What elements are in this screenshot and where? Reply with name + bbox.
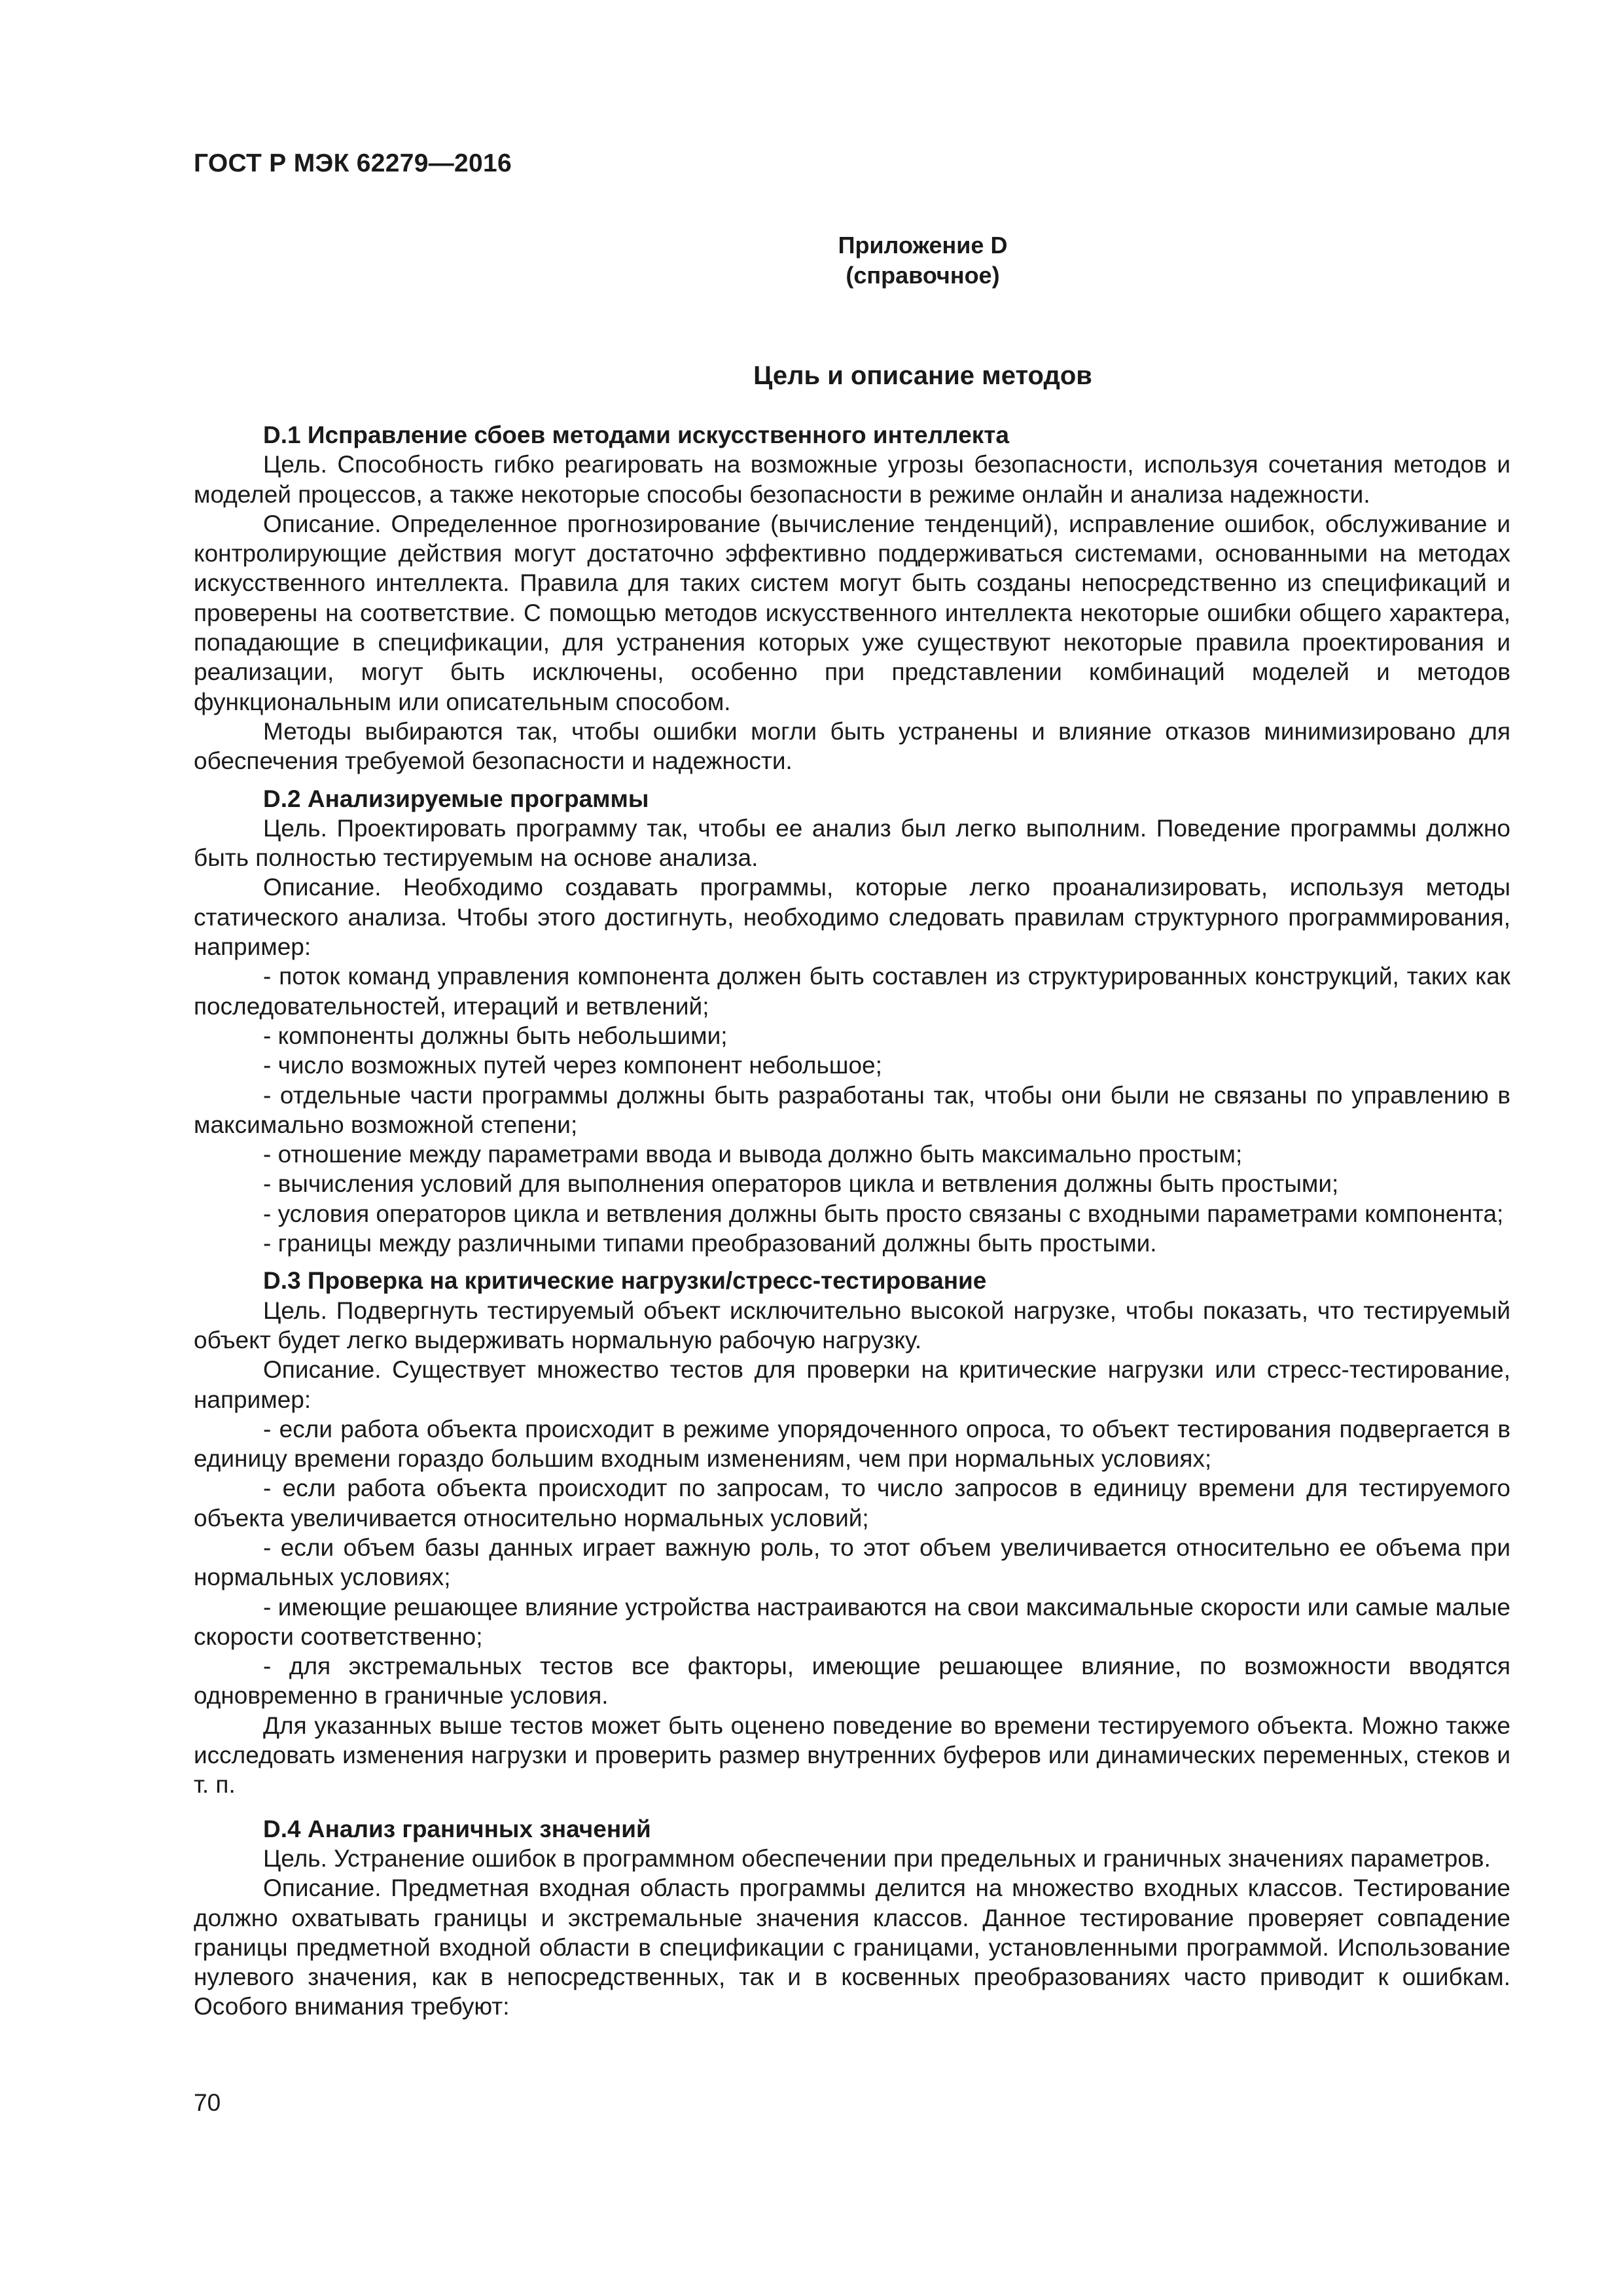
list-item: - условия операторов цикла и ветвления должны быть просто связаны с входными параметрами компонента;: [263, 1200, 1504, 1227]
section-d1-conclusion: Методы выбираются так, чтобы ошибки могли быть устранены и влияние отказов минимизировано для обеспечения требуемой безопасности и надежности.: [194, 717, 1510, 775]
section-d2-goal: Цель. Проектировать программу так, чтобы ее анализ был легко выполним. Поведение программы должно быть полностью тестируемым на основе анализа.: [194, 814, 1510, 872]
document-title: Цель и описание методов: [753, 361, 1092, 390]
list-item: - для экстремальных тестов все факторы, имеющие решающее влияние, по возможности вводятся одновременно в граничные условия.: [194, 1653, 1510, 1710]
section-d4-goal: Цель. Устранение ошибок в программном обеспечении при предельных и граничных значениях параметров.: [263, 1844, 1491, 1872]
list-item: - отношение между параметрами ввода и вывода должно быть максимально простым;: [263, 1141, 1243, 1168]
list-item: - поток команд управления компонента должен быть составлен из структурированных конструкций, таких как последовательностей, итераций и ветвлений;: [194, 963, 1510, 1020]
section-d2-heading: D.2 Анализируемые программы: [263, 785, 649, 812]
standard-header: ГОСТ Р МЭК 62279—2016: [194, 149, 512, 177]
section-d3-conclusion: Для указанных выше тестов может быть оценено поведение во времени тестируемого объекта. Можно также исследовать изменения нагрузки и проверить размер внутренних буферов или динамических переменных, стеков и т. п.: [194, 1712, 1510, 1799]
section-d2-description: Описание. Необходимо создавать программы, которые легко проанализировать, используя методы статического анализа. Чтобы этого достигнуть, необходимо следовать правилам структурного программирования, например:: [194, 874, 1510, 961]
appendix-heading: [681, 230, 1165, 291]
document-body: [194, 420, 1510, 2022]
section-d1-description: Описание. Определенное прогнозирование (вычисление тенденций), исправление ошибок, обслуживание и контролирующие действия могут достаточно эффективно поддерживаться системами, основанными на методах искусственного интеллекта. Правила для таких систем могут быть созданы непосредственно из спецификаций и проверены на соответствие. С помощью методов искусственного интеллекта некоторые ошибки общего характера, попадающие в спецификации, для устранения которых уже существуют некоторые правила проектирования и реализации, могут быть исключены, особенно при представлении комбинаций моделей и методов функциональным или описательным способом.: [194, 510, 1510, 715]
appendix-label: Приложение D: [838, 232, 1008, 259]
section-d3-heading: D.3 Проверка на критические нагрузки/стресс-тестирование: [263, 1267, 987, 1295]
list-item: - если объем базы данных играет важную роль, то этот объем увеличивается относительно ее объема при нормальных условиях;: [194, 1534, 1510, 1591]
list-item: - число возможных путей через компонент небольшое;: [263, 1052, 882, 1079]
list-item: - имеющие решающее влияние устройства настраиваются на свои максимальные скорости или самые малые скорости соответственно;: [194, 1593, 1510, 1650]
appendix-type: (справочное): [846, 262, 1000, 289]
list-item: - вычисления условий для выполнения операторов цикла и ветвления должны быть простыми;: [263, 1170, 1339, 1198]
section-d1-goal: Цель. Способность гибко реагировать на возможные угрозы безопасности, используя сочетания методов и моделей процессов, а также некоторые способы безопасности в режиме онлайн и анализа надежности.: [194, 451, 1510, 508]
list-item: - если работа объекта происходит по запросам, то число запросов в единицу времени для тестируемого объекта увеличивается относительно нормальных условий;: [194, 1475, 1510, 1532]
section-d3-goal: Цель. Подвергнуть тестируемый объект исключительно высокой нагрузке, чтобы показать, что тестируемый объект будет легко выдерживать нормальную рабочую нагрузку.: [194, 1297, 1510, 1354]
page-number: 70: [194, 2089, 221, 2116]
section-d4-description: Описание. Предметная входная область программы делится на множество входных классов. Тестирование должно охватывать границы и экстремальные значения классов. Данное тестирование проверяет совпадение границы предметной входной области в спецификации с границами, установленными программой. Использование нулевого значения, как в непосредственных, так и в косвенных преобразованиях часто приводит к ошибкам. Особого внимания требуют:: [194, 1874, 1510, 2020]
list-item: - границы между различными типами преобразований должны быть простыми.: [263, 1230, 1157, 1257]
section-d3-description: Описание. Существует множество тестов для проверки на критические нагрузки или стресс-тестирование, например:: [194, 1356, 1510, 1413]
list-item: - если работа объекта происходит в режиме упорядоченного опроса, то объект тестирования подвергается в единицу времени гораздо большим входным изменениям, чем при нормальных условиях;: [194, 1415, 1510, 1473]
list-item: - отдельные части программы должны быть разработаны так, чтобы они были не связаны по управлению в максимально возможной степени;: [194, 1081, 1510, 1138]
list-item: - компоненты должны быть небольшими;: [263, 1022, 728, 1049]
section-d1-heading: D.1 Исправление сбоев методами искусственного интеллекта: [263, 422, 1009, 448]
section-d4-heading: D.4 Анализ граничных значений: [263, 1815, 651, 1842]
